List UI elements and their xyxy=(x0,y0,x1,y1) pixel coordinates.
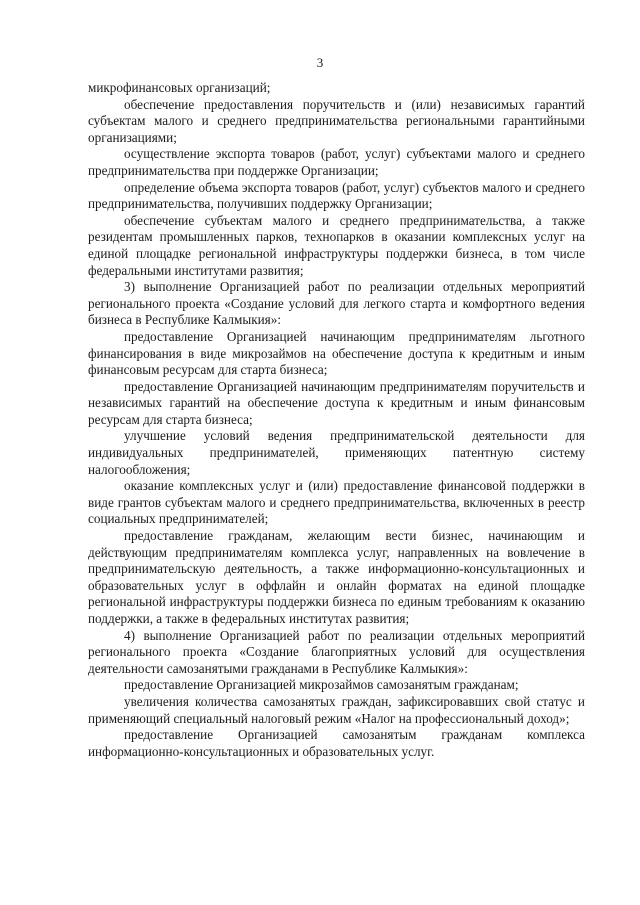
paragraph-export-volume: определение объема экспорта товаров (работ, услуг) субъектов малого и среднего предпринимательства, получивших поддержку Организации; xyxy=(88,179,585,212)
paragraph-self-employed-microloans: предоставление Организацией микрозаймов самозанятым гражданам; xyxy=(124,677,519,693)
paragraph-guarantees-start: предоставление Организацией начинающим предпринимателям поручительств и независимых гарантий на обеспечение доступа к кредитным и иным финансовым ресурсам для старта бизнеса; xyxy=(88,378,585,427)
paragraph-microloans-start: предоставление Организацией начинающим предпринимателям льготного финансирования в виде микрозаймов на обеспечение доступа к кредитным и иным финансовым ресурсам для старта бизнеса; xyxy=(88,328,585,378)
paragraph-item-3: 3) выполнение Организацией работ по реализации отдельных мероприятий регионального проекта «Создание условий для легкого старта и комфортного ведения бизнеса в Республике Калмыкия»: xyxy=(88,279,585,328)
paragraph-item-4: 4) выполнение Организацией работ по реализации отдельных мероприятий регионального проекта «Создание благоприятных условий для осуществления деятельности самозанятыми гражданами в Республике Калмыкия»: xyxy=(88,627,585,676)
body-text xyxy=(88,80,585,760)
paragraph-self-employed-services: предоставление Организацией самозанятым гражданам комплекса информационно-консультационных и образовательных услуг. xyxy=(88,727,585,759)
paragraph-guarantees: обеспечение предоставления поручительств и (или) независимых гарантий субъектам малого и среднего предпринимательства региональными гарантийными организациями; xyxy=(88,96,585,145)
page-number: 3 xyxy=(316,55,324,70)
paragraph-export: осуществление экспорта товаров (работ, услуг) субъектами малого и среднего предпринимательства при поддержке Организации; xyxy=(88,146,585,178)
paragraph-social-entrepreneurs: оказание комплексных услуг и (или) предоставление финансовой поддержки в виде грантов субъектам малого и среднего предпринимательства, включенных в реестр социальных предпринимателей; xyxy=(88,478,585,527)
paragraph-patent-system: улучшение условий ведения предпринимательской деятельности для индивидуальных предпринимателей, применяющих патентную систему налогообложения; xyxy=(88,428,585,477)
paragraph-citizens-services: предоставление гражданам, желающим вести бизнес, начинающим и действующим предпринимателям комплекса услуг, направленных на вовлечение в предпринимательскую деятельность, а также информационно-консультационных и образовательных услуг в оффлайн и онлайн форматах на единой площадке региональной инфраструктуры поддержки бизнеса по единым требованиям к оказанию поддержки, а также в федеральных институтах развития; xyxy=(88,528,585,626)
paragraph-microfinance-continuation: микрофинансовых организаций; xyxy=(88,80,271,95)
paragraph-self-employed-growth: увеличения количества самозанятых граждан, зафиксировавших свой статус и применяющий специальный налоговый режим «Налог на профессиональный доход»; xyxy=(88,693,585,726)
paragraph-complex-services: обеспечение субъектам малого и среднего предпринимательства, а также резидентам промышленных парков, технопарков в оказании комплексных услуг на единой площадке региональной инфраструктуры поддержки бизнеса, в том числе федеральными институтами развития; xyxy=(88,212,585,278)
